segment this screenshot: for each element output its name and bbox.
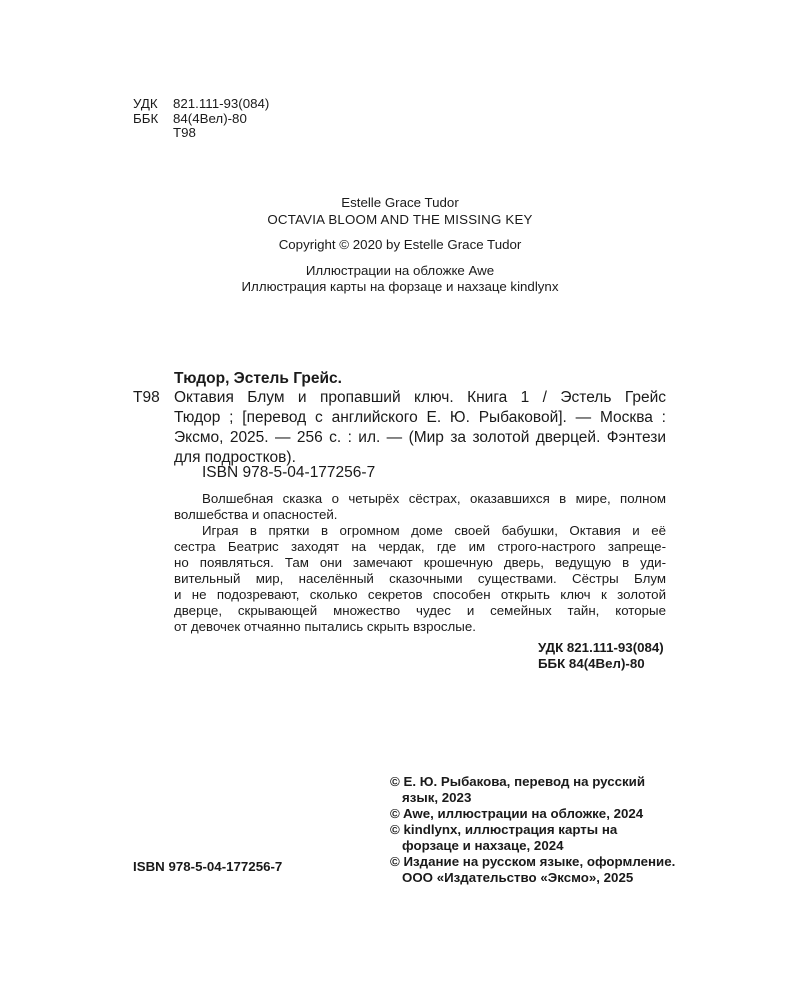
- annotation-line: сестра Беатрис заходят на чердак, где им строго-настрого запреще-: [174, 539, 666, 554]
- annotation: [174, 491, 666, 635]
- copyright-line: © kindlynx, иллюстрация карты на: [390, 822, 618, 837]
- udk-row: [133, 97, 269, 112]
- footer-isbn: ISBN 978-5-04-177256-7: [133, 859, 283, 874]
- map-illustration-credit: Иллюстрация карты на форзаце и нахзаце kindlynx: [241, 279, 559, 294]
- annotation-line: вительный мир, населённый сказочными существами. Сёстры Блум: [174, 571, 666, 586]
- cover-illustration-credit: Иллюстрации на обложке Awe: [305, 263, 495, 278]
- annotation-bbk: ББК 84(4Вел)-80: [538, 656, 645, 671]
- bbk-value: 84(4Вел)-80: [173, 110, 247, 126]
- original-title: OCTAVIA BLOOM AND THE MISSING KEY: [267, 212, 533, 227]
- record-line: Октавия Блум и пропавший ключ. Книга 1 / Эстель Грейс: [174, 389, 666, 406]
- annotation-line: но появляться. Там они замечают крошечную дверь, ведущую в уди-: [174, 555, 666, 570]
- record-mark: Т98: [133, 389, 160, 406]
- record-description: [174, 388, 666, 468]
- copyright-line: форзаце и нахзаце, 2024: [402, 838, 564, 853]
- author-mark-row: [133, 126, 269, 141]
- copyright-line: © Е. Ю. Рыбакова, перевод на русский: [390, 774, 646, 789]
- original-author: Estelle Grace Tudor: [341, 195, 459, 210]
- bbk-label: ББК: [133, 110, 159, 126]
- copyright-line: язык, 2023: [402, 790, 472, 805]
- udk-value: 821.111-93(084): [173, 96, 270, 111]
- annotation-line: Играя в прятки в огромном доме своей бабушки, Октавия и её: [202, 523, 666, 538]
- annotation-line: и не подозревают, сколько секретов способен открыть ключ к золотой: [174, 587, 666, 602]
- copyright-line: ООО «Издательство «Эксмо», 2025: [402, 870, 634, 885]
- record-line: Тюдор ; [перевод с английского Е. Ю. Рыбаковой]. — Москва :: [174, 409, 666, 426]
- author-mark: Т98: [173, 125, 196, 140]
- annotation-line: дверце, скрывающей множество чудес и семейных тайн, которые: [174, 603, 666, 618]
- bbk-row: [133, 112, 269, 127]
- original-copyright: Copyright © 2020 by Estelle Grace Tudor: [278, 237, 522, 252]
- annotation-line: волшебства и опасностей.: [174, 507, 338, 522]
- annotation-line: Волшебная сказка о четырёх сёстрах, оказавшихся в мире, полном: [202, 491, 666, 506]
- record-isbn: ISBN 978-5-04-177256-7: [202, 464, 376, 481]
- classification-block: [133, 97, 269, 141]
- record-line: для подростков).: [174, 449, 296, 466]
- copyright-block: [390, 774, 675, 886]
- copyright-line: © Awe, иллюстрации на обложке, 2024: [390, 806, 644, 821]
- annotation-line: от девочек отчаянно пытались скрыть взрослые.: [174, 619, 476, 634]
- record-heading: Тюдор, Эстель Грейс.: [174, 370, 342, 387]
- record-line: Эксмо, 2025. — 256 с. : ил. — (Мир за золотой дверцей. Фэнтези: [174, 429, 666, 446]
- copyright-line: © Издание на русском языке, оформление.: [390, 854, 676, 869]
- annotation-udk: УДК 821.111-93(084): [538, 640, 664, 655]
- udk-label: УДК: [133, 96, 158, 111]
